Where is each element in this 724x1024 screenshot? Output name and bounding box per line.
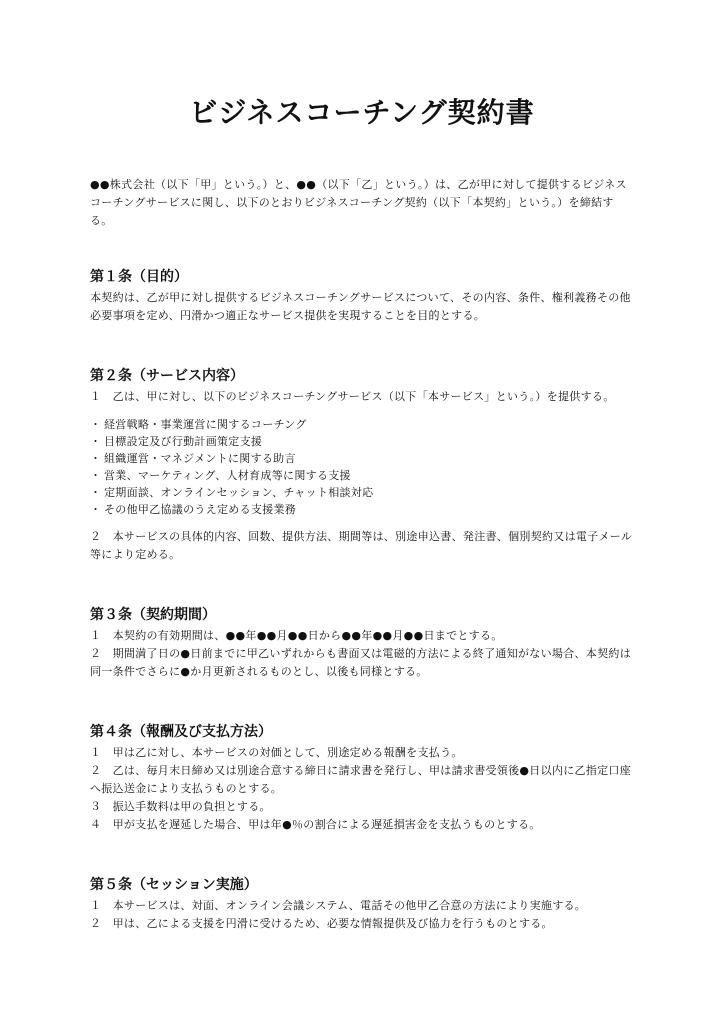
- article-2-paragraph-1: １ 乙は、甲に対し、以下のビジネスコーチングサービス（以下「本サービス」という。）を提供する。: [90, 389, 615, 403]
- article-3-heading: 第３条（契約期間）: [90, 606, 216, 623]
- list-item-text: 目標設定及び行動計画策定支援: [104, 434, 263, 448]
- bullet-mark: ・: [90, 451, 102, 465]
- bullet-mark: ・: [90, 434, 102, 448]
- list-item-text: 経営戦略・事業運営に関するコーチング: [104, 417, 307, 431]
- bullet-mark: ・: [90, 502, 102, 516]
- list-item-text: 定期面談、オンラインセッション、チャット相談対応: [104, 485, 374, 499]
- article-4: [90, 723, 634, 834]
- article-4-paragraph-2: ２ 乙は、毎月末日締め又は別途合意する締日に請求書を発行し、甲は請求書受領後●日以内に乙指定口座へ振込送金により支払うものとする。: [90, 763, 631, 795]
- bullet-mark: ・: [90, 485, 102, 499]
- intro-paragraph: ●●株式会社（以下「甲」という。）と、●●（以下「乙」という。）は、乙が甲に対して提供するビジネスコーチングサービスに関し、以下のとおりビジネスコーチング契約（以下「本契約」という。）を締結する。: [90, 177, 627, 227]
- article-5-paragraph-1: １ 本サービスは、対面、オンライン会議システム、電話その他甲乙合意の方法により実施する。: [90, 898, 587, 912]
- service-list: [90, 416, 634, 518]
- list-item: [90, 433, 634, 450]
- list-item-text: 営業、マーケティング、人材育成等に関する支援: [104, 468, 351, 482]
- list-item: [90, 416, 634, 433]
- article-2-heading: 第２条（サービス内容）: [90, 367, 244, 384]
- article-5-paragraph-2: ２ 甲は、乙による支援を円滑に受けるため、必要な情報提供及び協力を行うものとする。: [90, 916, 553, 930]
- article-4-paragraph-4: ４ 甲が支払を遅延した場合、甲は年●％の割合による遅延損害金を支払うものとする。: [90, 817, 541, 831]
- list-item: [90, 501, 634, 518]
- article-5: [90, 876, 634, 933]
- article-3-paragraph-1: １ 本契約の有効期間は、●●年●●月●●日から●●年●●月●●日までとする。: [90, 628, 503, 642]
- article-2-paragraph-2: ２ 本サービスの具体的内容、回数、提供方法、期間等は、別途申込書、発注書、個別契約又は電子メール等により定める。: [90, 529, 633, 561]
- list-item: [90, 484, 634, 501]
- article-3-paragraph-2: ２ 期間満了日の●日前までに甲乙いずれからも書面又は電磁的方法による終了通知がない場合、本契約は同一条件でさらに●か月更新されるものとし、以後も同様とする。: [90, 646, 631, 678]
- list-item-text: その他甲乙協議のうえ定める支援業務: [104, 502, 297, 516]
- article-3: [90, 606, 634, 681]
- list-item-text: 組織運営・マネジメントに関する助言: [104, 451, 296, 465]
- bullet-mark: ・: [90, 468, 102, 482]
- article-4-paragraph-1: １ 甲は乙に対し、本サービスの対価として、別途定める報酬を支払う。: [90, 745, 463, 759]
- list-item: [90, 450, 634, 467]
- bullet-mark: ・: [90, 417, 102, 431]
- article-4-paragraph-3: ３ 振込手数料は甲の負担とする。: [90, 799, 271, 813]
- list-item: [90, 467, 634, 484]
- article-1-heading: 第１条（目的）: [90, 268, 188, 285]
- article-1-paragraph-1: 本契約は、乙が甲に対し提供するビジネスコーチングサービスについて、その内容、条件、権利義務その他必要事項を定め、円滑かつ適正なサービス提供を実現することを目的とする。: [90, 290, 631, 322]
- document-title: ビジネスコーチング契約書: [189, 96, 535, 129]
- article-4-heading: 第４条（報酬及び支払方法）: [90, 723, 272, 740]
- article-5-heading: 第５条（セッション実施）: [90, 876, 258, 893]
- article-1: [90, 268, 634, 325]
- article-2: [90, 367, 634, 564]
